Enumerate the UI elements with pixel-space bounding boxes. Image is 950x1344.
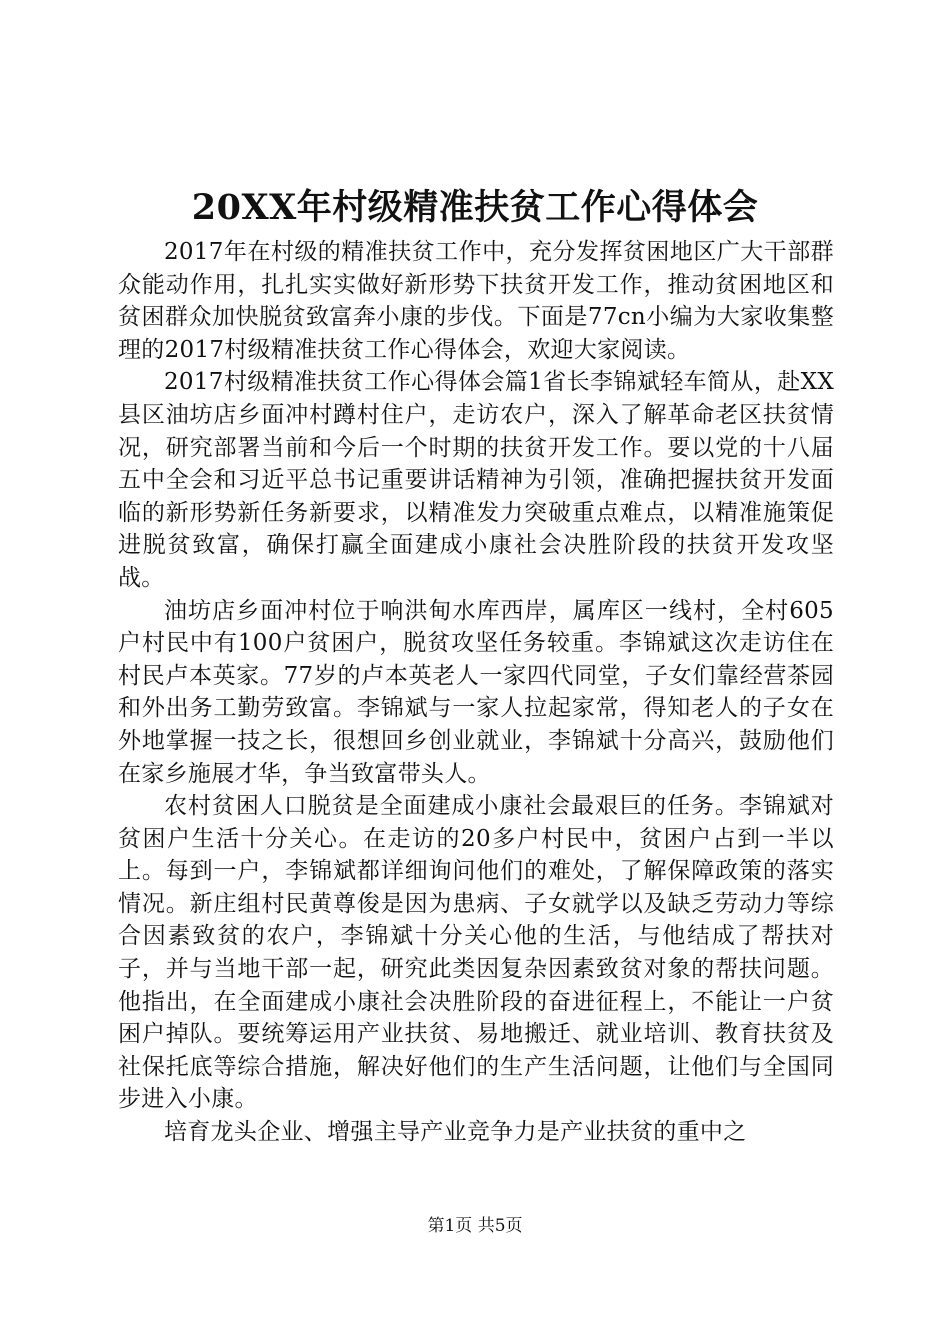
paragraph-village-visit: 油坊店乡面冲村位于响洪甸水库西岸，属库区一线村，全村605户村民中有100户贫困户，脱贫攻坚任务较重。李锦斌这次走访住在村民卢本英家。77岁的卢本英老人一家四代同堂，子女们靠经营茶园和外出务工勤劳致富。李锦斌与一家人拉起家常，得知老人的子女在外地掌握一技之长，很想回乡创业就业，李锦斌十分高兴，鼓励他们在家乡施展才华，争当致富带头人。 [118, 597, 834, 787]
paragraph-intro: 2017年在村级的精准扶贫工作中，充分发挥贫困地区广大干部群众能动作用，扎扎实实做好新形势下扶贫开发工作，推动贫困地区和贫困群众加快脱贫致富奔小康的步伐。下面是77cn小编为大家收集整理的2017村级精准扶贫工作心得体会，欢迎大家阅读。 [118, 239, 834, 363]
paragraph-poverty-task: 农村贫困人口脱贫是全面建成小康社会最艰巨的任务。李锦斌对贫困户生活十分关心。在走访的20多户村民中，贫困户占到一半以上。每到一户，李锦斌都详细询问他们的难处，了解保障政策的落实情况。新庄组村民黄尊俊是因为患病、子女就学以及缺乏劳动力等综合因素致贫的农户，李锦斌十分关心他的生活，与他结成了帮扶对子，并与当地干部一起，研究此类因复杂因素致贫对象的帮扶问题。他指出，在全面建成小康社会决胜阶段的奋进征程上，不能让一户贫困户掉队。要统筹运用产业扶贫、易地搬迁、就业培训、教育扶贫及社保托底等综合措施，解决好他们的生产生活问题，让他们与全国同步进入小康。 [118, 793, 834, 1113]
document-body [118, 236, 834, 1149]
page-number-footer: 第1页 共5页 [427, 1216, 523, 1236]
paragraph-article-1: 2017村级精准扶贫工作心得体会篇1省长李锦斌轻车简从，赴XX县区油坊店乡面冲村蹲村住户，走访农户，深入了解革命老区扶贫情况，研究部署当前和今后一个时期的扶贫开发工作。要以党的十八届五中全会和习近平总书记重要讲话精神为引领，准确把握扶贫开发面临的新形势新任务新要求，以精准发力突破重点难点，以精准施策促进脱贫致富，确保打赢全面建成小康社会决胜阶段的扶贫开发攻坚战。 [118, 369, 834, 591]
document-title: 20XX年村级精准扶贫工作心得体会 [191, 187, 759, 228]
paragraph-industry: 培育龙头企业、增强主导产业竞争力是产业扶贫的重中之 [164, 1119, 747, 1146]
